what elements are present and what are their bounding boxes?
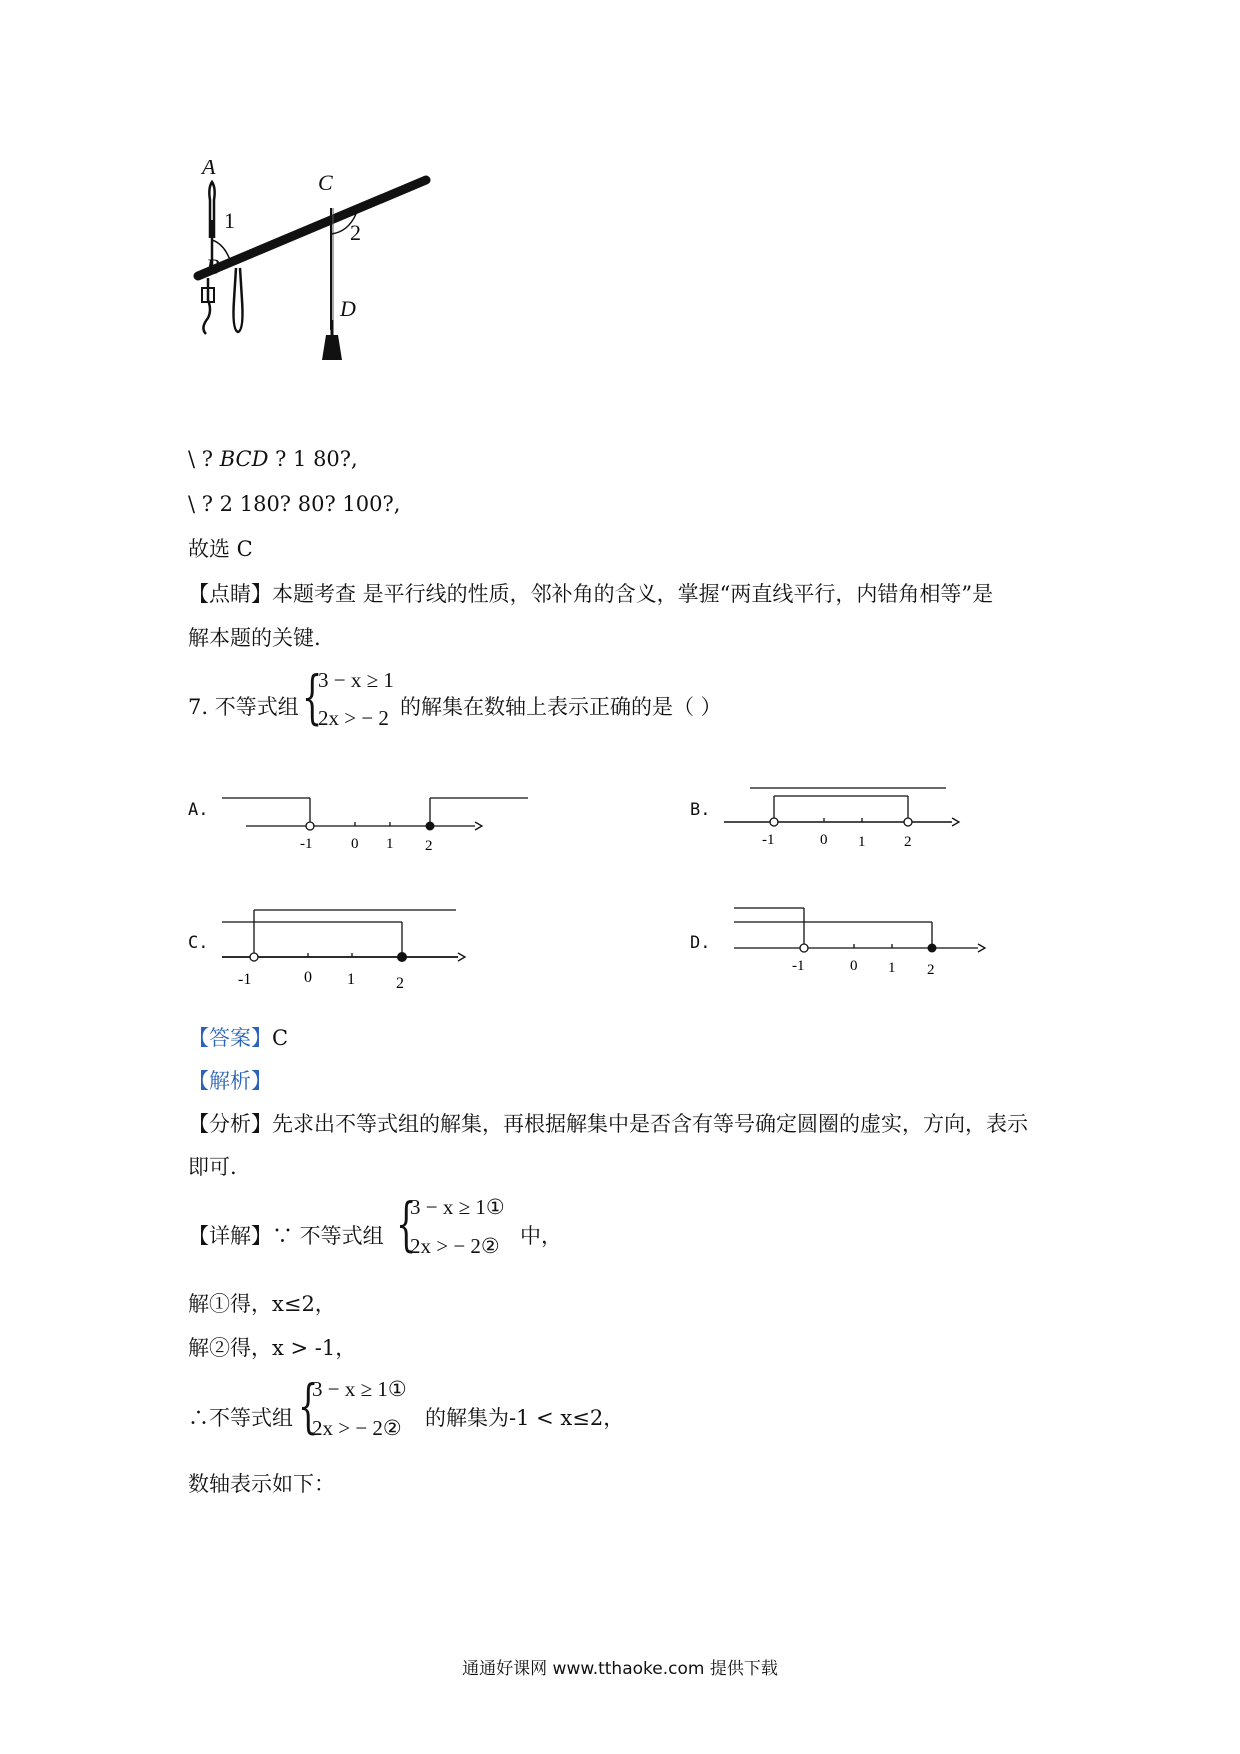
question7-prefix: 7. 不等式组 — [188, 695, 299, 719]
label-a: A — [202, 160, 216, 179]
conclude-ineq-2: 2x > − 2② — [312, 1416, 402, 1440]
detail-ineq-2: 2x > − 2② — [410, 1234, 500, 1258]
system-brace: { — [298, 1372, 319, 1440]
label-1: 1 — [224, 208, 235, 233]
tick-label: 0 — [850, 958, 858, 974]
option-b-label: B. — [690, 800, 711, 820]
tick-label: 1 — [386, 836, 394, 852]
option-d-numberline — [730, 900, 1000, 990]
tick-label: -1 — [238, 971, 252, 988]
option-b-numberline — [720, 782, 980, 862]
system-brace: { — [396, 1190, 417, 1258]
tick-label: 1 — [888, 960, 896, 976]
tick-label: 1 — [347, 971, 355, 988]
tick-label: 2 — [425, 838, 433, 854]
tick-label: 0 — [820, 832, 828, 848]
option-c-label: C. — [188, 933, 209, 953]
steelyard-figure — [190, 160, 490, 420]
tick-label: 1 — [858, 834, 866, 850]
tick-label: -1 — [300, 836, 313, 852]
tick-label: -1 — [762, 832, 775, 848]
label-b: B — [206, 254, 220, 279]
dianjing-cont: 解本题的关键. — [188, 626, 321, 650]
answer-value: C — [272, 1026, 289, 1050]
step-2: 解②得，x > -1， — [188, 1336, 357, 1360]
hook-b — [203, 278, 210, 334]
solution-choice: 故选 C — [188, 537, 253, 561]
step-1: 解①得，x≤2， — [188, 1292, 336, 1316]
fenxi: 【分析】先求出不等式组的解集，再根据解集中是否含有等号确定圆圈的虚实，方向，表示 — [188, 1112, 1028, 1136]
option-c-numberline — [210, 904, 470, 994]
option-a-label: A. — [188, 800, 209, 820]
page-footer: 通通好课网 www.tthaoke.com 提供下载 — [462, 1659, 778, 1679]
system-brace: { — [302, 663, 323, 731]
weight — [322, 335, 342, 360]
conclude-suffix: 的解集为-1 < x≤2， — [425, 1406, 625, 1430]
conclude-ineq-1: 3 − x ≥ 1① — [312, 1377, 407, 1401]
tick-label: -1 — [792, 958, 805, 974]
xiangjie-prefix: 【详解】∵ 不等式组 — [188, 1224, 384, 1248]
q7-ineq-1: 3 − x ≥ 1 — [318, 668, 394, 692]
answer-line — [188, 1024, 288, 1052]
dianjing: 【点睛】本题考查 是平行线的性质，邻补角的含义，掌握“两直线平行，内错角相等”是 — [188, 582, 994, 606]
analysis-tag: 【解析】 — [188, 1069, 272, 1093]
tick-label: 2 — [904, 834, 912, 850]
xiangjie-suffix: 中， — [520, 1224, 562, 1248]
q7-ineq-2: 2x > − 2 — [318, 706, 389, 730]
tick-label: 2 — [396, 975, 404, 992]
label-c: C — [318, 170, 333, 195]
tick-label: 2 — [927, 962, 935, 978]
detail-ineq-1: 3 − x ≥ 1① — [410, 1195, 505, 1219]
question7-suffix: 的解集在数轴上表示正确的是（ ） — [400, 695, 722, 719]
answer-tag: 【答案】 — [188, 1026, 272, 1050]
tick-label: 0 — [351, 836, 359, 852]
label-d: D — [340, 296, 356, 321]
conclude-prefix: ∴不等式组 — [188, 1406, 293, 1430]
numline-caption: 数轴表示如下： — [188, 1472, 335, 1496]
fenxi-cont: 即可. — [188, 1155, 237, 1179]
label-2: 2 — [350, 220, 361, 245]
option-d-label: D. — [690, 933, 711, 953]
option-a-numberline — [210, 790, 540, 860]
solution-line-2: \ ? 2 180? 80? 100?, — [188, 492, 401, 516]
tick-label: 0 — [304, 969, 312, 986]
solution-line-1: \ ? BCD ? 1 80?, — [188, 447, 358, 471]
